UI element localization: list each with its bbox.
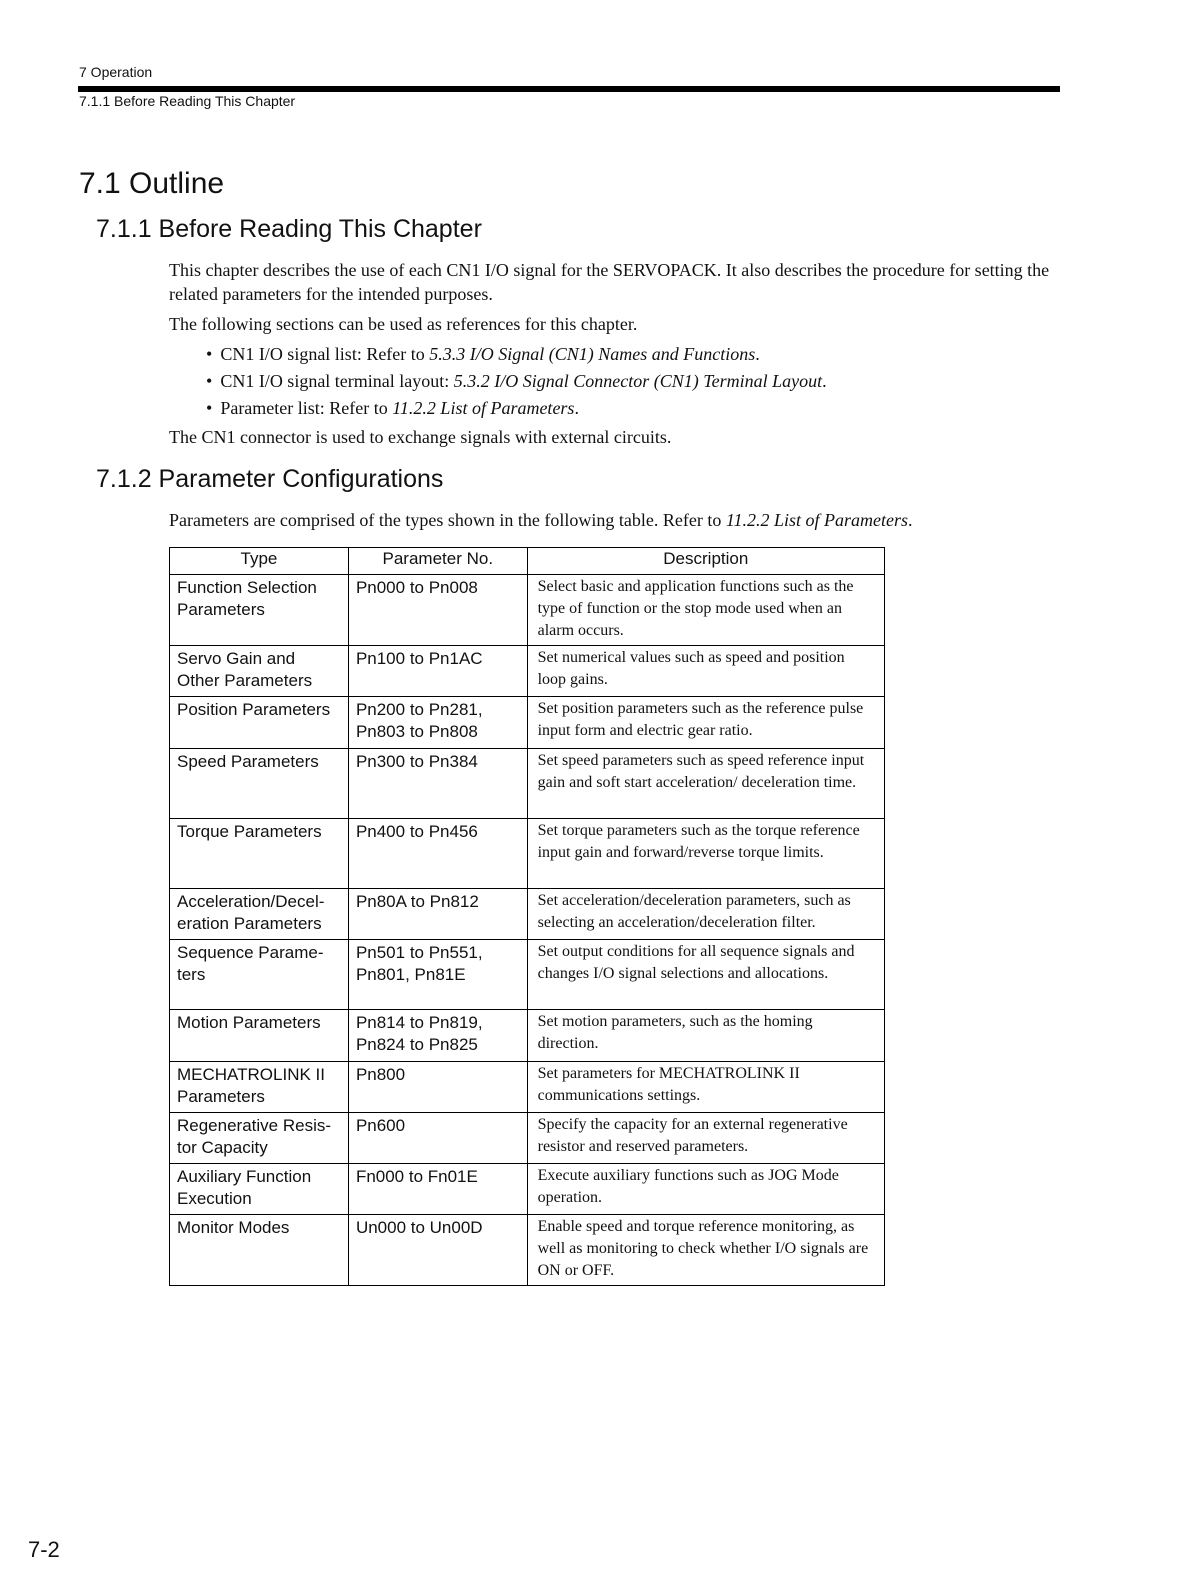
table-row [170, 1062, 885, 1113]
cell-type: Motion Parameters [170, 1010, 349, 1062]
header-rule [78, 86, 1060, 92]
cell-param: Pn100 to Pn1AC [348, 646, 527, 697]
column-header-parameter-no: Parameter No. [348, 548, 527, 575]
running-header-chapter: 7 Operation [79, 64, 153, 80]
cell-desc: Set numerical values such as speed and position loop gains. [527, 646, 884, 697]
cell-type: Torque Parameters [170, 819, 349, 889]
cross-reference: 11.2.2 List of Parameters [392, 398, 575, 418]
cell-desc: Set torque parameters such as the torque reference input gain and forward/reverse torque limits. [527, 819, 884, 889]
reference-list [206, 341, 827, 422]
cell-type: Acceleration/Decel-eration Parameters [170, 889, 349, 940]
cell-desc: Enable speed and torque reference monitoring, as well as monitoring to check whether I/O signals are ON or OFF. [527, 1215, 884, 1286]
cell-desc: Specify the capacity for an external regenerative resistor and reserved parameters. [527, 1113, 884, 1164]
page-number: 7-2 [28, 1537, 60, 1562]
list-item: • Parameter list: Refer to 11.2.2 List of Parameters. [206, 395, 827, 422]
cell-param: Pn814 to Pn819, Pn824 to Pn825 [348, 1010, 527, 1062]
column-header-type: Type [170, 548, 349, 575]
running-header-section: 7.1.1 Before Reading This Chapter [79, 93, 296, 109]
table-row [170, 697, 885, 749]
list-item: • CN1 I/O signal list: Refer to 5.3.3 I/O Signal (CN1) Names and Functions. [206, 341, 827, 368]
parameter-table [169, 547, 885, 1286]
table-row [170, 1010, 885, 1062]
chapter-heading: 7.1 Outline [79, 167, 225, 200]
cell-param: Pn000 to Pn008 [348, 575, 527, 646]
section-heading-711: 7.1.1 Before Reading This Chapter [96, 215, 482, 243]
cell-param: Un000 to Un00D [348, 1215, 527, 1286]
cell-desc: Set position parameters such as the reference pulse input form and electric gear ratio. [527, 697, 884, 749]
cell-param: Pn800 [348, 1062, 527, 1113]
cell-desc: Set parameters for MECHATROLINK II communications settings. [527, 1062, 884, 1113]
cell-desc: Select basic and application functions such as the type of function or the stop mode used when an alarm occurs. [527, 575, 884, 646]
section-heading-712: 7.1.2 Parameter Configurations [96, 465, 444, 493]
cell-type: MECHATROLINK II Parameters [170, 1062, 349, 1113]
cell-param: Pn80A to Pn812 [348, 889, 527, 940]
cell-type: Monitor Modes [170, 1215, 349, 1286]
table-row [170, 1164, 885, 1215]
cell-type: Position Parameters [170, 697, 349, 749]
table-header-row [170, 548, 885, 575]
cross-reference: 5.3.2 I/O Signal Connector (CN1) Terminal Layout [453, 371, 823, 391]
cell-param: Pn400 to Pn456 [348, 819, 527, 889]
cell-type: Speed Parameters [170, 749, 349, 819]
cell-param: Pn501 to Pn551, Pn801, Pn81E [348, 940, 527, 1010]
cell-desc: Set output conditions for all sequence signals and changes I/O signal selections and allocations. [527, 940, 884, 1010]
table-row [170, 1215, 885, 1286]
cell-param: Pn300 to Pn384 [348, 749, 527, 819]
cell-type: Auxiliary Function Execution [170, 1164, 349, 1215]
cell-param: Pn600 [348, 1113, 527, 1164]
cell-type: Regenerative Resis-tor Capacity [170, 1113, 349, 1164]
table-row [170, 575, 885, 646]
cell-param: Fn000 to Fn01E [348, 1164, 527, 1215]
cell-type: Function Selection Parameters [170, 575, 349, 646]
cell-param: Pn200 to Pn281, Pn803 to Pn808 [348, 697, 527, 749]
cross-reference: 11.2.2 List of Parameters [725, 510, 909, 530]
cell-type: Servo Gain and Other Parameters [170, 646, 349, 697]
table-row [170, 646, 885, 697]
references-intro: The following sections can be used as references for this chapter. [169, 314, 638, 334]
cell-type: Sequence Parame-ters [170, 940, 349, 1010]
cn1-paragraph: The CN1 connector is used to exchange signals with external circuits. [169, 427, 672, 447]
table-row [170, 749, 885, 819]
cell-desc: Set speed parameters such as speed reference input gain and soft start acceleration/ deceleration time. [527, 749, 884, 819]
table-row [170, 1113, 885, 1164]
intro-paragraph: This chapter describes the use of each CN1 I/O signal for the SERVOPACK. It also describes the procedure for setting the related parameters for the intended purposes. [169, 260, 1050, 304]
list-item: • CN1 I/O signal terminal layout: 5.3.2 I/O Signal Connector (CN1) Terminal Layout. [206, 368, 827, 395]
cell-desc: Set motion parameters, such as the homing direction. [527, 1010, 884, 1062]
table-intro: Parameters are comprised of the types shown in the following table. Refer to 11.2.2 List of Parameters. [169, 510, 913, 530]
cell-desc: Execute auxiliary functions such as JOG Mode operation. [527, 1164, 884, 1215]
table-row [170, 940, 885, 1010]
column-header-description: Description [527, 548, 884, 575]
table-row [170, 889, 885, 940]
table-row [170, 819, 885, 889]
cell-desc: Set acceleration/deceleration parameters, such as selecting an acceleration/deceleration filter. [527, 889, 884, 940]
cross-reference: 5.3.3 I/O Signal (CN1) Names and Functions [429, 344, 756, 364]
